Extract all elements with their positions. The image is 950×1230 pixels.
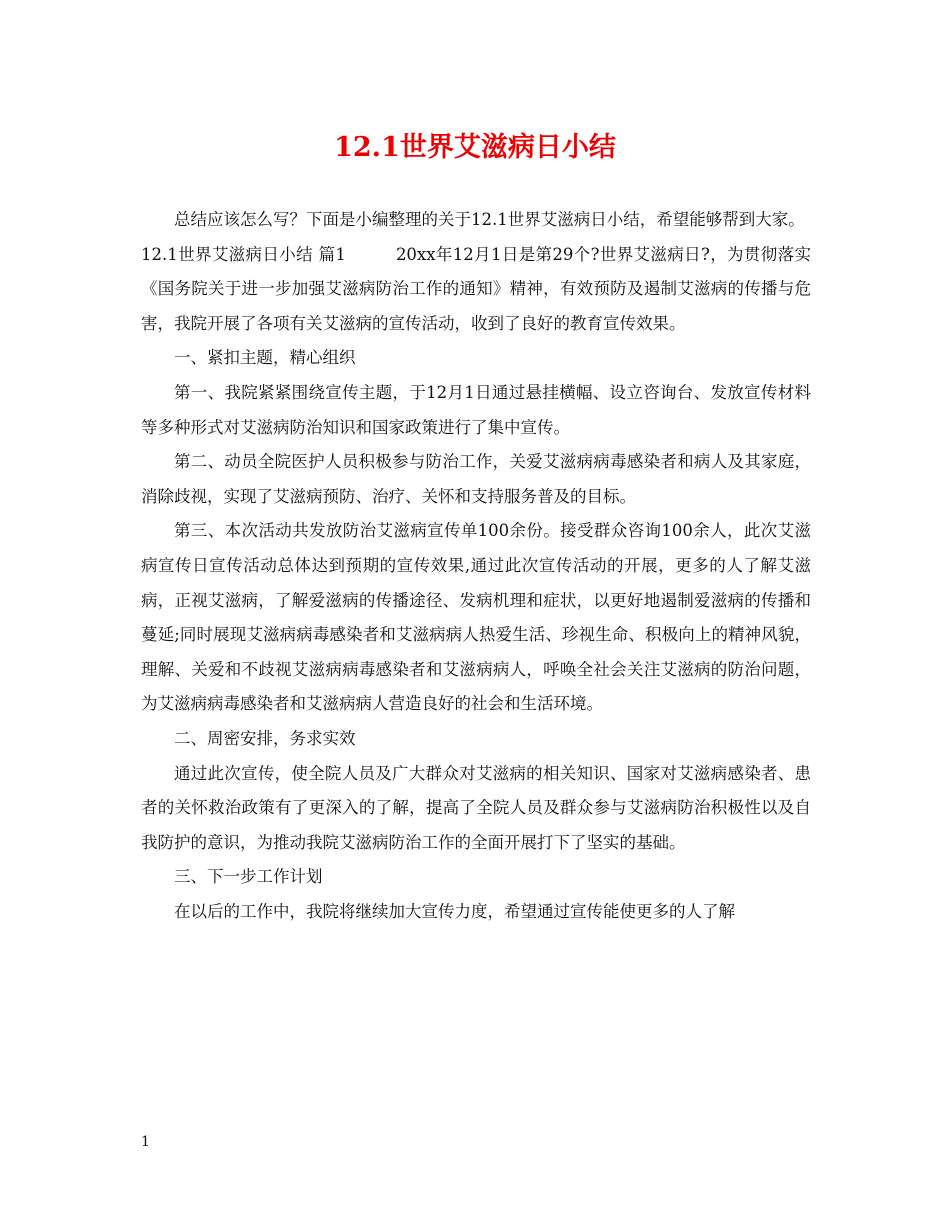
section-1-paragraph-3: 第三、本次活动共发放防治艾滋病宣传单100余份。接受群众咨询100余人，此次艾滋病宣传日宣传活动总体达到预期的宣传效果,通过此次宣传活动的开展，更多的人了解艾滋病，正视艾滋病，了解爱滋病的传播途径、发病机理和症状，以更好地遏制爱滋病的传播和蔓延;同时展现艾滋病病毒感染者和艾滋病病人热爱生活、珍视生命、积极向上的精神风貌，理解、关爱和不歧视艾滋病病毒感染者和艾滋病病人，呼唤全社会关注艾滋病的防治问题，为艾滋病病毒感染者和艾滋病病人营造良好的社会和生活环境。 [141,521,811,714]
article-first-paragraph [141,238,811,342]
article-first-text: 20xx年12月1日是第29个?世界艾滋病日?，为贯彻落实《国务院关于进一步加强艾滋病防治工作的通知》精神，有效预防及遏制艾滋病的传播与危害，我院开展了各项有关艾滋病的宣传活动，收到了良好的教育宣传效果。 [141,244,811,333]
section-3-paragraph-1: 在以后的工作中，我院将继续加大宣传力度，希望通过宣传能使更多的人了解 [174,901,735,921]
section-1-paragraph-2: 第二、动员全院医护人员积极参与防治工作，关爱艾滋病病毒感染者和病人及其家庭，消除歧视，实现了艾滋病预防、治疗、关怀和支持服务普及的目标。 [141,452,811,506]
page-number: 1 [141,1134,150,1150]
section-2-paragraph-1: 通过此次宣传，使全院人员及广大群众对艾滋病的相关知识、国家对艾滋病感染者、患者的关怀救治政策有了更深入的了解，提高了全院人员及群众参与艾滋病防治积极性以及自我防护的意识，为推动我院艾滋病防治工作的全面开展打下了坚实的基础。 [141,763,811,852]
section-2-heading: 二、周密安排，务求实效 [174,728,356,748]
document-body [141,203,811,929]
article-heading: 12.1世界艾滋病日小结 篇1 [141,244,346,264]
document-title: 12.1世界艾滋病日小结 [334,132,616,163]
section-1-heading: 一、紧扣主题，精心组织 [174,348,356,368]
section-1-paragraph-1: 第一、我院紧紧围绕宣传主题，于12月1日通过悬挂横幅、设立咨询台、发放宣传材料等多种形式对艾滋病防治知识和国家政策进行了集中宣传。 [141,382,811,437]
section-3-heading: 三、下一步工作计划 [174,867,323,887]
intro-paragraph: 总结应该怎么写？下面是小编整理的关于12.1世界艾滋病日小结，希望能够帮到大家。 [174,210,805,229]
